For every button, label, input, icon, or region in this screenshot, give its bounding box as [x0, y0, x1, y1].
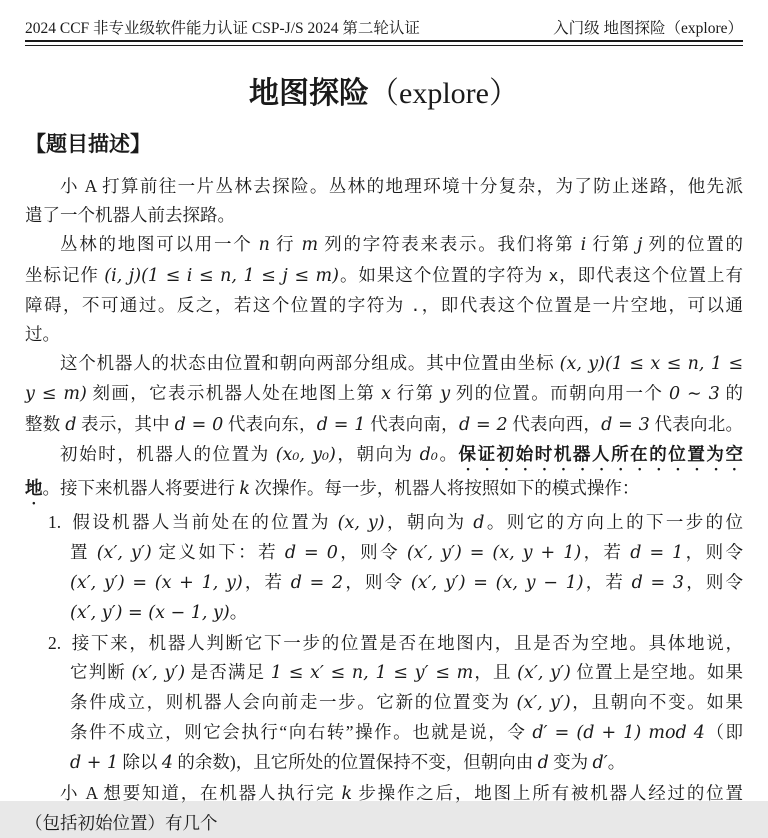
math-text: y	[440, 384, 451, 405]
body-text: 丛林的地图可以用一个	[60, 234, 259, 255]
body-text: ，朝向为	[335, 443, 420, 464]
math-text: d = 0	[174, 414, 224, 435]
header-rule-thin	[25, 45, 743, 46]
math-text: y ≤ m)	[25, 384, 87, 405]
body-text: ，若	[581, 542, 631, 563]
body-text: 代表向南，	[365, 413, 459, 434]
math-text: d′ = (d + 1) mod 4	[532, 723, 705, 744]
math-text: (x′, y′)	[517, 662, 571, 683]
body-text: 假设机器人当前处在的位置为	[70, 511, 338, 532]
body-text: 遣了一个机器人前去探路。	[25, 205, 235, 226]
code-char: x	[548, 265, 559, 285]
body-text: 列的位置的	[642, 234, 744, 255]
math-text: (x′, y′)	[516, 693, 571, 714]
body-text: 小 A 打算前往一片丛林去探险。丛林的地理环境十分复杂，为了防止迷路，他先派	[60, 176, 743, 196]
text-line	[25, 688, 743, 718]
text-line	[25, 748, 743, 778]
math-text: d = 3	[631, 573, 685, 594]
body-text: 过。	[25, 324, 60, 345]
math-text: 1 ≤ x′ ≤ n, 1 ≤ y′ ≤ m	[270, 662, 474, 683]
body-text: ，朝向为	[384, 511, 474, 532]
body-text: 。如果这个位置的字符为	[338, 264, 549, 285]
list-number: 1.	[48, 511, 62, 532]
document-body	[25, 172, 743, 838]
text-line	[25, 779, 743, 809]
math-text: x	[381, 384, 392, 405]
header-right-text: 入门级 地图探险（explore）	[553, 20, 743, 37]
text-line	[25, 629, 743, 658]
math-text: m	[301, 235, 319, 256]
body-text: 。	[229, 602, 248, 623]
body-text: ，则令	[683, 542, 744, 563]
math-text: 0 ∼ 3	[669, 384, 720, 405]
math-text: (x, y)	[337, 512, 385, 533]
math-text: (x′, y′) = (x, y + 1)	[406, 543, 582, 564]
math-text: (x′, y′)	[131, 662, 186, 683]
emphasized-text: 地	[25, 477, 43, 498]
math-text: d	[537, 753, 549, 774]
text-line	[25, 201, 743, 230]
body-text: ，若	[583, 572, 632, 593]
header-left-text: 2024 CCF 非专业级软件能力认证 CSP-J/S 2024 第二轮认证	[25, 20, 420, 37]
math-text: k	[239, 478, 250, 499]
body-text: ，则令	[684, 572, 744, 593]
body-text: 。则它的方向上的下一步的位	[484, 511, 744, 532]
body-text: 。	[437, 443, 459, 464]
math-text: d = 2	[290, 573, 344, 594]
math-text: d = 0	[284, 543, 338, 564]
body-text: 整数	[25, 413, 66, 434]
text-line	[25, 809, 743, 838]
page-title-latin: （explore）	[369, 77, 519, 110]
list-number: 2.	[48, 632, 62, 653]
body-text: 接下来，机器人判断它下一步的位置是否在地图内，且是否为空地。具体地说，	[70, 632, 743, 653]
math-text: d = 1	[316, 414, 366, 435]
math-text: k	[341, 783, 353, 804]
body-text: 位置上是空地。如果	[570, 661, 744, 682]
body-text: 列的字符表来表示。我们将第	[318, 234, 581, 255]
math-text: n	[258, 235, 270, 256]
body-text: 代表向西，	[507, 413, 602, 434]
text-line	[25, 658, 743, 688]
body-text: 的	[719, 383, 744, 404]
math-text: (x, y)(1 ≤ x ≤ n, 1 ≤	[559, 354, 744, 375]
body-text: ，即代表这个位置是一片空地，可以通	[420, 294, 744, 315]
math-text: d = 3	[601, 414, 650, 435]
math-text: d′	[592, 753, 608, 774]
math-text: j	[636, 235, 643, 256]
body-text: 代表向东，	[223, 413, 317, 434]
body-text: ，若	[242, 572, 291, 593]
body-text: 初始时，机器人的位置为	[60, 443, 276, 464]
text-line	[25, 410, 743, 440]
section-heading: 【题目描述】	[25, 133, 151, 156]
text-line	[25, 349, 743, 379]
emphasized-text: 保证初始时机器人所在的位置为空	[458, 443, 743, 464]
body-text: ，即代表这个位置上有	[558, 264, 744, 285]
math-text: (x′, y′)	[96, 543, 152, 564]
math-text: (i, j)(1 ≤ i ≤ n, 1 ≤ j ≤ m)	[104, 265, 339, 286]
text-line	[25, 261, 743, 291]
body-text: 。	[607, 752, 626, 773]
text-line	[25, 291, 743, 320]
body-text: 行第	[586, 234, 637, 255]
body-text: 条件不成立，则它会执行“向右转”操作。也就是说，令	[70, 722, 533, 743]
math-text: d	[473, 512, 485, 533]
text-line	[25, 598, 743, 628]
text-line	[25, 230, 743, 260]
math-text: 4	[161, 753, 174, 774]
math-text: i	[580, 235, 587, 256]
math-text: d = 1	[630, 543, 684, 564]
body-text: ，则令	[337, 542, 407, 563]
text-line	[25, 568, 743, 598]
body-text: 条件成立，则机器人会向前走一步。它新的位置变为	[70, 692, 517, 713]
body-text: 列的位置。而朝向用一个	[450, 383, 669, 404]
body-text: 变为	[548, 752, 593, 773]
text-line	[25, 440, 743, 474]
body-text: 它判断	[70, 661, 132, 682]
header-rule-thick	[25, 40, 743, 42]
text-line	[25, 538, 743, 568]
body-text: 障碍，不可通过。反之，若这个位置的字符为	[25, 294, 411, 315]
body-text: ，则令	[343, 572, 411, 593]
body-text: ，且	[473, 661, 518, 682]
math-text: (x₀, y₀)	[275, 444, 336, 465]
body-text: 的余数)，且它所处的位置保持不变，但朝向由	[173, 752, 538, 773]
body-text: ，且朝向不变。如果	[570, 692, 744, 713]
body-text: 步操作之后，地图上所有被机器人经过的位置	[352, 782, 744, 803]
body-text: 行	[269, 234, 302, 255]
body-text: 是否满足	[185, 661, 271, 682]
page-title-cjk: 地图探险	[249, 77, 370, 110]
math-text: (x′, y′) = (x, y − 1)	[410, 573, 584, 594]
body-text: 次操作。每一步，机器人将按照如下的模式操作：	[249, 477, 640, 498]
text-line	[25, 320, 743, 349]
math-text: d = 2	[458, 414, 508, 435]
text-line	[25, 379, 743, 409]
code-char: .	[410, 295, 421, 315]
math-text: (x′, y′) = (x + 1, y)	[70, 573, 243, 594]
body-text: 坐标记作	[25, 264, 105, 285]
page-title	[0, 68, 768, 112]
text-line	[25, 508, 743, 538]
body-text: 。接下来机器人将要进行	[42, 477, 240, 498]
math-text: d	[65, 414, 77, 435]
text-line	[25, 172, 743, 201]
body-text: 行第	[391, 383, 441, 404]
body-text: 表示，其中	[76, 413, 175, 434]
body-text: （包括初始位置）有几个	[25, 812, 218, 833]
math-text: d₀	[419, 444, 438, 465]
body-text: 代表向北。	[649, 413, 744, 434]
text-line	[25, 474, 743, 508]
math-text: d + 1	[70, 753, 119, 774]
body-text: 刻画，它表示机器人处在地图上第	[86, 383, 382, 404]
body-text: 置	[70, 542, 97, 563]
body-text: （即	[704, 722, 743, 743]
math-text: (x′, y′) = (x − 1, y)	[70, 603, 230, 624]
body-text: 这个机器人的状态由位置和朝向两部分组成。其中位置由坐标	[60, 353, 560, 374]
text-line	[25, 718, 743, 748]
body-text: 小 A 想要知道，在机器人执行完	[60, 782, 342, 803]
body-text: 除以	[118, 752, 162, 773]
body-text: 定义如下：若	[151, 542, 285, 563]
